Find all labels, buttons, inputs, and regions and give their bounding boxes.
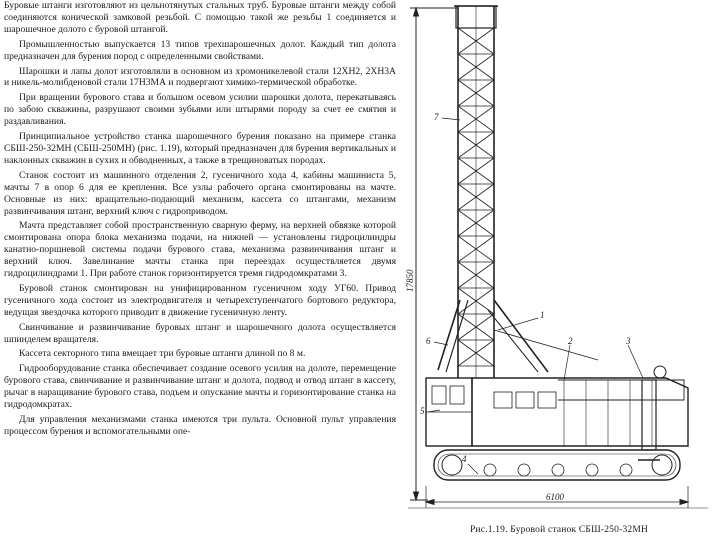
crawler-track xyxy=(434,450,680,480)
paragraph-8: Буровой станок смонтирован на унифицированном гусеничном ходу УГ60. Привод гусеничного хода состоит из электродвигателя и четырехступенчатого бортового редуктора, ведущая звездочка которого приводит в движение гусеничную ленту. xyxy=(4,282,396,318)
paragraph-7: Мачта представляет собой пространственную сварную ферму, на верхней обвязке которой смонтирована опора блока механизма подачи, на нижней — установлены гидроцилиндры канатно-поршневой системы подачи бурового става, механизма развинчивания штанг и верхний ключ. Завелинание мачты станка при переездах осуществляется двумя гидроцилиндрами 1. При работе станок горизонтируется тремя гидродомкратами 3. xyxy=(4,220,396,280)
part-label-cab: 5 xyxy=(420,406,425,416)
paragraph-2: Промышленностью выпускается 13 типов трехшарошечных долот. Каждый тип долота предназначен для бурения пород с определенными свойствами. xyxy=(4,38,396,62)
part-label-machinery: 2 xyxy=(568,336,573,346)
part-label-support: 6 xyxy=(426,336,431,346)
height-dimension-label: 17850 xyxy=(405,269,415,292)
paragraph-4: При вращении бурового става и большом осевом усилии шарошки долота, перекатываясь по забою скважины, разрушают своими зубьями или штырями породу за счет ее смятия и раздавливания. xyxy=(4,92,396,128)
paragraph-3: Шарошки и лапы долот изготовляли в основном из хромоникелевой стали 12ХН2, 2ХН3А и никель-молибденовой стали 17Н3МА и подвергают химико-термической обработке. xyxy=(4,65,396,89)
part-label-jack: 3 xyxy=(626,336,631,346)
part-label-mast: 7 xyxy=(434,112,439,122)
rig-drawing xyxy=(398,0,720,525)
height-dimension xyxy=(410,8,458,500)
paragraph-9: Свинчивание и развинчивание буровых штанг и шарошечного долота осуществляется шпинделем вращателя. xyxy=(4,321,396,345)
figure-caption: Рис.1.19. Буровой станок СБШ-250-32МН xyxy=(469,525,649,535)
width-dimension-label: 6100 xyxy=(546,492,564,502)
article-text-column xyxy=(4,0,396,540)
paragraph-6: Станок состоит из машинного отделения 2, гусеничного хода 4, кабины машиниста 5, мачты 7 в опор 6 для ее крепления. Все узлы рабочего органа смонтированы на мачте. Основные из них: вращательно-подающий механизм, кассета со штангами, механизм развинчивания штанг, верхний ключ с гидроприводом. xyxy=(4,169,396,217)
part-label-cylinder: 1 xyxy=(540,310,545,320)
operator-cab xyxy=(426,378,472,446)
paragraph-1: Буровые штанги изготовляют из цельнотянутых стальных труб. Буровые штанги между собой соединяются конической замковой резьбой. С помощью такой же резьбы 1 соединяется и шарошечное долото с буровой штангой. xyxy=(4,0,396,35)
paragraph-12: Для управления механизмами станка имеются три пульта. Основной пульт управления процессом бурения и вспомогательными опе- xyxy=(4,414,396,437)
paragraph-5: Принципиальное устройство станка шарошечного бурения показано на примере станка СБШ-250-32МН (СБШ-250МН) (рис. 1.19), который предназначен для бурения вертикальных и наклонных скважин в сухих и обводненных, а также в трещиноватых породах. xyxy=(4,131,396,166)
paragraph-10: Кассета секторного типа вмещает три буровые штанги длиной по 8 м. xyxy=(19,348,306,360)
paragraph-11: Гидрооборудование станка обеспечивает создание осевого усилия на долоте, перемещение бурового става, свинчивание и развинчивание штанг и долота, подвод и отвод штанг в кассету, рычаг в наращивание бурового става, подъем и опускание мачты и горизонтирование станка на гидродомкратах. xyxy=(4,363,396,411)
part-label-track: 4 xyxy=(462,454,467,464)
leader-lines xyxy=(428,118,643,474)
hydraulic-jack xyxy=(638,380,660,460)
drilling-rig-figure xyxy=(398,0,720,540)
